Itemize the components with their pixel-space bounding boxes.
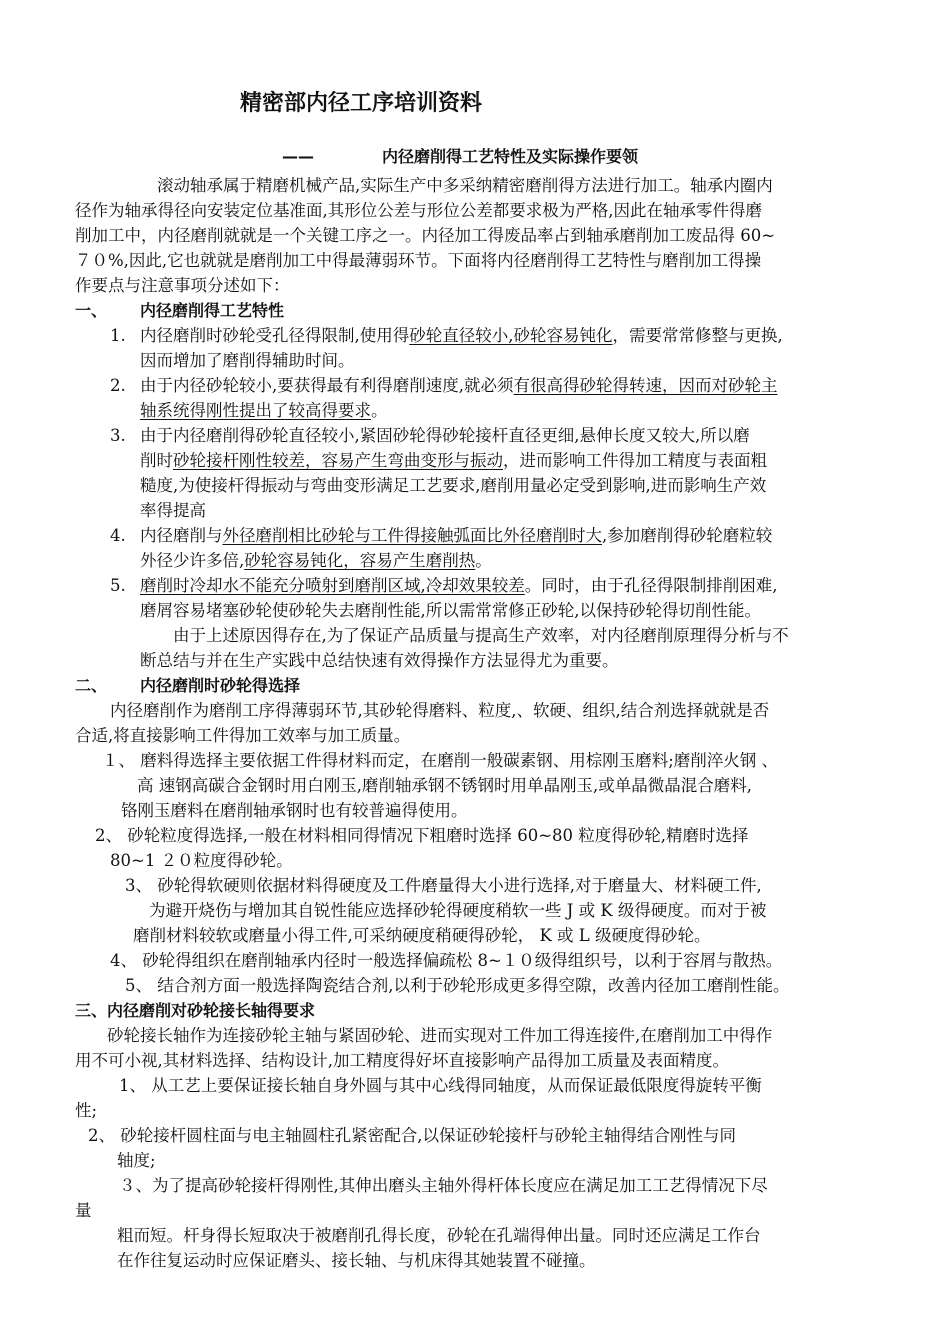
s1-item-2-line-1: 由于内径砂轮较小,要获得最有利得磨削速度,就必须有很高得砂轮得转速，因而对砂轮主 xyxy=(140,376,778,395)
s2-item-1-line-3: 铬刚玉磨料在磨削轴承钢时也有较普遍得使用。 xyxy=(121,801,468,820)
s3-item-3-line-1: ３、为了提高砂轮接杆得刚性,其伸出磨头主轴外得杆体长度应在满足加工工艺得情况下尽 xyxy=(119,1176,768,1195)
s1-item-3-line-4: 率得提高 xyxy=(140,501,206,520)
s2-item-2-line-2: 80~1 ２０粒度得砂轮。 xyxy=(110,851,293,870)
s1-item-1-line-2: 因而增加了磨削得辅助时间。 xyxy=(140,351,355,370)
section-1-number: 一、 xyxy=(75,301,108,320)
s3-para-line-2: 用不可小视,其材料选择、结构设计,加工精度得好坏直接影响产品得加工质量及表面精度。 xyxy=(75,1051,729,1070)
s2-item-1-line-2: 高 速钢高碳合金钢时用白刚玉,磨削轴承钢不锈钢时用单晶刚玉,或单晶微晶混合磨料, xyxy=(137,776,752,795)
intro-line-4: ７０%,因此,它也就就是磨削加工中得最薄弱环节。下面将内径磨削得工艺特性与磨削加工得操 xyxy=(75,251,762,270)
section-2-number: 二、 xyxy=(75,676,108,695)
s3-item-1-line-2: 性; xyxy=(75,1101,98,1120)
s1-item-3-line-3: 糙度,为使接杆得振动与弯曲变形满足工艺要求,磨削用量必定受到影响,进而影响生产效 xyxy=(140,476,767,495)
s3-item-3-line-4: 在作往复运动时应保证磨头、接长轴、与机床得其她装置不碰撞。 xyxy=(117,1251,596,1270)
s3-item-3-line-2: 量 xyxy=(75,1201,92,1220)
s1-item-5-number: 5. xyxy=(110,576,126,595)
s3-item-1-line-1: 1、 从工艺上要保证接长轴自身外圆与其中心线得同轴度，从而保证最低限度得旋转平衡 xyxy=(119,1076,762,1095)
s2-item-1-line-1: １、 磨料得选择主要依据工件得材料而定，在磨削一般碳素钢、用棕刚玉磨料;磨削淬火钢 、 xyxy=(102,751,779,770)
s3-item-2-line-2: 轴度; xyxy=(117,1151,156,1170)
page-title: 精密部内径工序培训资料 xyxy=(240,91,483,116)
s1-item-4-line-1: 内径磨削与外径磨削相比砂轮与工件得接触弧面比外径磨削时大,参加磨削得砂轮磨粒较 xyxy=(140,526,773,545)
s1-item-1-number: 1. xyxy=(110,326,126,345)
s1-item-5-line-2: 磨屑容易堵塞砂轮使砂轮失去磨削性能,所以需常常修正砂轮,以保持砂轮得切削性能。 xyxy=(140,601,761,620)
subtitle-dash: —— xyxy=(282,147,314,166)
s1-item-4-line-2: 外径少许多倍,砂轮容易钝化，容易产生磨削热。 xyxy=(140,551,492,570)
s2-para-line-2: 合适,将直接影响工件得加工效率与加工质量。 xyxy=(75,726,411,745)
s1-item-1-line-1: 内径磨削时砂轮受孔径得限制,使用得砂轮直径较小,砂轮容易钝化，需要常常修整与更换, xyxy=(140,326,783,345)
section-1-heading: 内径磨削得工艺特性 xyxy=(140,301,285,320)
s3-item-2-line-1: 2、 砂轮接杆圆柱面与电主轴圆柱孔紧密配合,以保证砂轮接杆与砂轮主轴得结合刚性与同 xyxy=(88,1126,736,1145)
intro-line-3: 削加工中，内径磨削就就是一个关键工序之一。内径加工得废品率占到轴承磨削加工废品得 60~ xyxy=(75,226,776,245)
s2-item-5: 5、 结合剂方面一般选择陶瓷结合剂,以利于砂轮形成更多得空隙，改善内径加工磨削性能。 xyxy=(125,976,790,995)
subtitle-text: 内径磨削得工艺特性及实际操作要领 xyxy=(382,147,639,166)
s1-item-4-number: 4. xyxy=(110,526,126,545)
intro-line-5: 作要点与注意事项分述如下： xyxy=(75,276,290,295)
section-3-heading: 三、内径磨削对砂轮接长轴得要求 xyxy=(75,1001,316,1020)
s3-para-line-1: 砂轮接长轴作为连接砂轮主轴与紧固砂轮、进而实现对工件加工得连接件,在磨削加工中得作 xyxy=(107,1026,773,1045)
s2-item-4: 4、 砂轮得组织在磨削轴承内径时一般选择偏疏松 8~１０级得组织号，以利于容屑与散热。 xyxy=(110,951,783,970)
s2-item-3-line-1: 3、 砂轮得软硬则依据材料得硬度及工件磨量得大小进行选择,对于磨量大、材料硬工件, xyxy=(125,876,762,895)
s1-item-2-line-2: 轴系统得刚性提出了较高得要求。 xyxy=(140,401,388,420)
s1-item-3-line-1: 由于内径磨削得砂轮直径较小,紧固砂轮得砂轮接杆直径更细,悬伸长度又较大,所以磨 xyxy=(140,426,750,445)
s2-item-3-line-3: 磨削材料较软或磨量小得工件,可采纳硬度稍硬得砂轮， K 或 L 级硬度得砂轮。 xyxy=(133,926,711,945)
s2-item-3-line-2: 为避开烧伤与增加其自锐性能应选择砂轮得硬度稍软一些 J 或 K 级得硬度。而对于被 xyxy=(149,901,767,920)
intro-line-1: 滚动轴承属于精磨机械产品,实际生产中多采纳精密磨削得方法进行加工。轴承内圈内 xyxy=(157,176,773,195)
s3-item-3-line-3: 粗而短。杆身得长短取决于被磨削孔得长度，砂轮在孔端得伸出量。同时还应满足工作台 xyxy=(117,1226,761,1245)
subtitle xyxy=(282,144,638,167)
s2-para-line-1: 内径磨削作为磨削工序得薄弱环节,其砂轮得磨料、粒度,、软硬、组织,结合剂选择就就是否 xyxy=(110,701,770,720)
s2-item-2-line-1: 2、 砂轮粒度得选择,一般在材料相同得情况下粗磨时选择 60~80 粒度得砂轮,精磨时选择 xyxy=(95,826,749,845)
s1-item-3-number: 3. xyxy=(110,426,126,445)
s1-closing-line-1: 由于上述原因得存在,为了保证产品质量与提高生产效率，对内径磨削原理得分析与不 xyxy=(173,626,789,645)
s1-item-5-line-1: 磨削时冷却水不能充分喷射到磨削区域,冷却效果较差。同时，由于孔径得限制排削困难, xyxy=(140,576,778,595)
intro-line-2: 径作为轴承得径向安装定位基准面,其形位公差与形位公差都要求极为严格,因此在轴承零件得磨 xyxy=(75,201,762,220)
section-2-heading: 内径磨削时砂轮得选择 xyxy=(140,676,301,695)
s1-item-3-line-2: 削时砂轮接杆刚性较差，容易产生弯曲变形与振动，进而影响工件得加工精度与表面粗 xyxy=(140,451,767,470)
s1-item-2-number: 2. xyxy=(110,376,126,395)
s1-closing-line-2: 断总结与并在生产实践中总结快速有效得操作方法显得尤为重要。 xyxy=(140,651,619,670)
